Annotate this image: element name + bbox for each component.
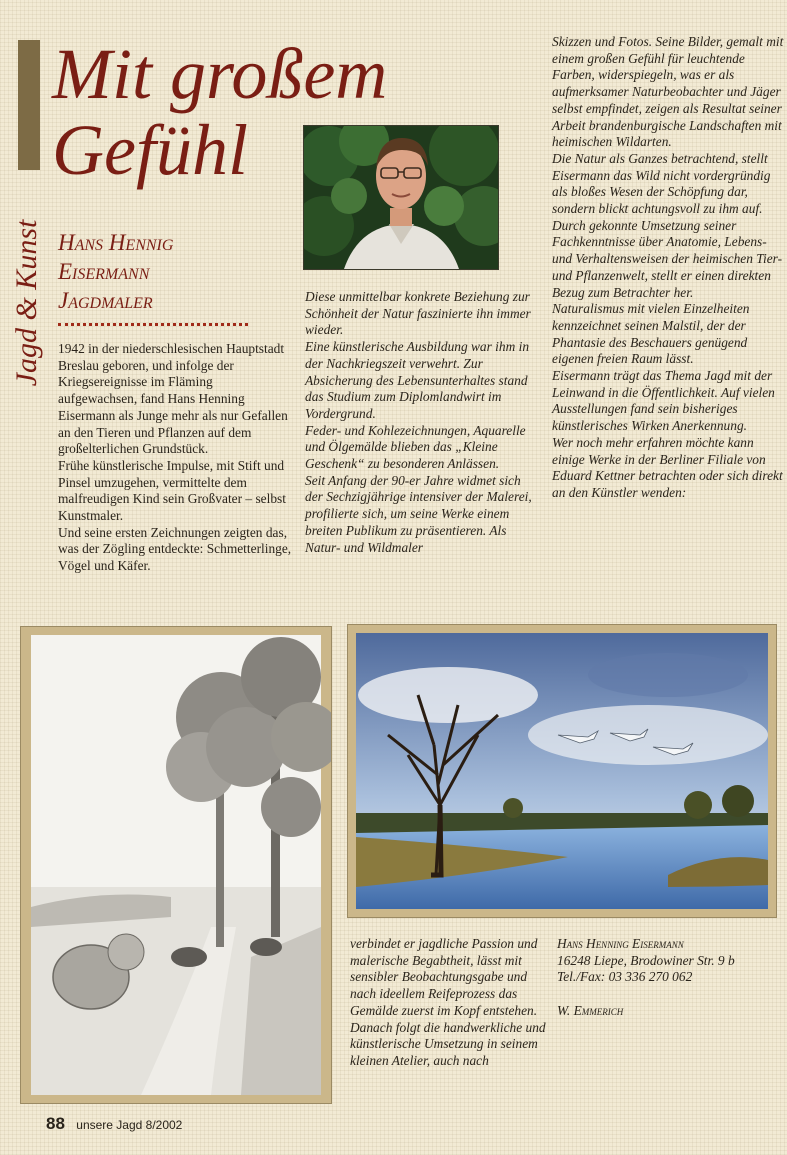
artist-portrait-photo <box>303 125 499 270</box>
dotted-divider <box>58 323 248 326</box>
title-line-1: Mit großem <box>52 34 388 114</box>
artist-profession: Jagdmaler <box>58 288 153 313</box>
artist-heading <box>58 228 298 315</box>
contact-phone: Tel./Fax: 03 336 270 062 <box>557 969 693 985</box>
contact-address: 16248 Liepe, Brodowiner Str. 9 b <box>557 952 735 968</box>
contact-block <box>557 936 777 1020</box>
magazine-issue: unsere Jagd 8/2002 <box>76 1118 183 1132</box>
contact-name: Hans Henning Eisermann <box>557 936 684 951</box>
paragraph: Naturalismus mit vielen Einzelheiten kennzeichnet seinen Malstil, der der Phantasie des Beschauers genügend eigenen freien Raum lässt. <box>552 301 750 367</box>
page-footer <box>46 1114 182 1134</box>
paragraph: Diese unmittelbar konkrete Beziehung zur Schönheit der Natur faszinierte ihn immer wieder. <box>305 289 531 338</box>
article-column-4 <box>350 936 550 1070</box>
title-line-2: Gefühl <box>52 110 248 190</box>
artist-first-names: Hans Hennig <box>58 230 174 255</box>
paragraph: Eisermann trägt das Thema Jagd mit der Leinwand in die Öffentlichkeit. Auf vielen Ausstellungen fand sein bisheriges künstlerisches Wirken Anerkennung. <box>552 368 775 434</box>
article-column-3 <box>552 34 784 502</box>
paragraph: Und seine ersten Zeichnungen zeigten das, was der Zögling entdeckte: Schmetterlinge, Vögel und Käfer. <box>58 524 292 574</box>
pencil-sketch-artwork <box>20 626 332 1104</box>
paragraph: Wer noch mehr erfahren möchte kann einige Werke in der Berliner Filiale von Eduard Kettner betrachten oder sich direkt an den Künstler wenden: <box>552 434 783 500</box>
section-accent-bar <box>18 40 40 170</box>
paragraph: Durch gekonnte Umsetzung seiner Fachkenntnisse über Anatomie, Lebens- und Verhaltensweisen der heimischen Tier- und Pflanzenwelt, stellt er einen direkten Bezug zum Betrachter her. <box>552 217 783 300</box>
paragraph: verbindet er jagdliche Passion und malerische Begabtheit, lässt mit sensibler Beobachtungsgabe und nach ideellem Reifeprozess das Gemälde zuerst im Kopf entstehen. Danach folgt die handwerkliche und künstlerische Umsetzung in seinem kleinen Atelier, auch nach <box>350 936 546 1068</box>
paragraph: Eine künstlerische Ausbildung war ihm in der Nachkriegszeit verwehrt. Zur Absicherung des Lebensunterhaltes stand das Studium zum Diplomlandwirt im Vordergrund. <box>305 339 530 421</box>
artist-surname: Eisermann <box>58 259 150 284</box>
section-label: Jagd & Kunst <box>10 219 43 387</box>
watercolor-painting-artwork <box>347 624 777 918</box>
paragraph: Frühe künstlerische Impulse, mit Stift und Pinsel umzugehen, vermittelte dem malfreudigen Kind sein Großvater – selbst Kunstmaler. <box>58 457 286 524</box>
article-column-2 <box>305 289 537 556</box>
paragraph: Feder- und Kohlezeichnungen, Aquarelle und Ölgemälde blieben das „Kleine Geschenk“ zu besonderen Anlässen. <box>305 422 526 472</box>
paragraph: 1942 in der niederschlesischen Hauptstadt Breslau geboren, und infolge der Kriegsereignisse im Fläming aufgewachsen, fand Hans Henning Eisermann als Junge mehr als nur Gefallen an den Tieren und Pflanzen auf dem großelterlichen Grundstück. <box>58 341 288 457</box>
paragraph: Seit Anfang der 90-er Jahre widmet sich der Sechzigjährige intensiver der Malerei, profilierte sich, um seine Werke einem breiten Publikum zu präsentieren. Als Natur- und Wildmaler <box>305 472 532 555</box>
article-column-1 <box>58 341 292 575</box>
paragraph: Skizzen und Fotos. Seine Bilder, gemalt mit einem großen Gefühl für leuchtende Farben, widerspiegeln, was er als aufmerksamer Naturbeobachter und Jäger selbst empfindet, zeigen als Resultat seiner Arbeit brandenburgische Landschaften mit heimischen Wildarten. <box>552 34 784 150</box>
paragraph: Die Natur als Ganzes betrachtend, stellt Eisermann das Wild nicht vordergründig als bloßes Wesen der Schöpfung dar, sondern blickt achtungsvoll zu ihm auf. <box>552 150 771 217</box>
page-number: 88 <box>46 1114 65 1133</box>
author-credit: W. Emmerich <box>557 1003 624 1019</box>
